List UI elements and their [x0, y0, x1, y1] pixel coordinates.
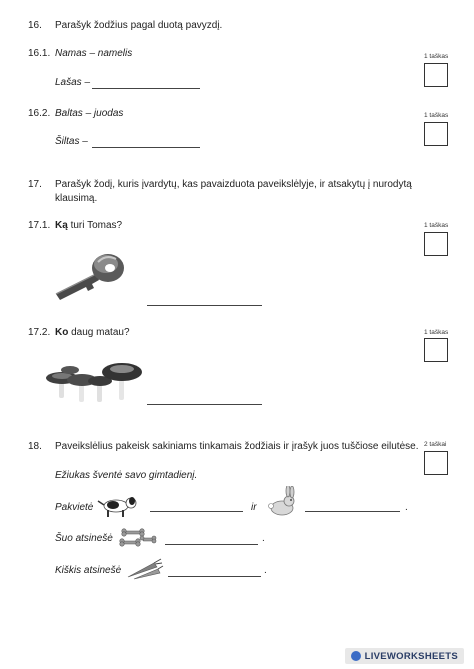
q18-number: 18.	[28, 441, 42, 452]
q17-2-question	[55, 327, 130, 338]
bones-icon	[119, 527, 159, 549]
liveworksheets-brand: LIVEWORKSHEETS	[364, 650, 458, 662]
q17-2-number: 17.2.	[28, 327, 51, 338]
q17-1-question-rest: turi Tomas?	[67, 220, 123, 231]
q18-row3-end: .	[264, 565, 267, 576]
mushrooms-icon	[42, 358, 142, 406]
q18-row3-start: Kiškis atsinešė	[55, 565, 122, 576]
q18-row1-answer-line1[interactable]	[150, 511, 243, 512]
q16-instruction: Parašyk žodžius pagal duotą pavyzdį.	[55, 20, 223, 31]
q18-score-box[interactable]	[424, 451, 448, 475]
q18-intro: Ežiukas šventė savo gimtadienį.	[55, 470, 198, 481]
q16-2-points: 1 taškas	[424, 112, 449, 119]
q18-row2-start: Šuo atsinešė	[55, 533, 113, 544]
q16-1-answer-line[interactable]	[92, 88, 200, 89]
q16-1-number: 16.1.	[28, 48, 51, 59]
q17-number: 17.	[28, 179, 42, 190]
q17-2-answer-line[interactable]	[147, 404, 262, 405]
q16-2-prompt: Šiltas –	[55, 136, 88, 147]
q18-row1-start: Pakvietė	[55, 502, 94, 513]
q17-1-answer-line[interactable]	[147, 305, 262, 306]
q18-row2-answer-line[interactable]	[165, 544, 258, 545]
key-icon	[52, 250, 128, 304]
q17-1-question-bold: Ką	[55, 220, 68, 231]
q17-instruction-line1: Parašyk žodį, kuris įvardytų, kas pavaizduota paveikslėlyje, ir atsakytų į nurodytą	[55, 179, 412, 190]
q16-2-number: 16.2.	[28, 108, 51, 119]
q18-instruction: Paveikslėlius pakeisk sakiniams tinkamais žodžiais ir įrašyk juos tuščiose eilutėse.	[55, 441, 419, 452]
q18-row3-answer-line[interactable]	[168, 576, 261, 577]
rabbit-icon	[266, 486, 298, 518]
q16-1-example: Namas – namelis	[55, 48, 133, 59]
q18-points: 2 taškai	[424, 441, 447, 448]
liveworksheets-logo-icon	[351, 651, 361, 661]
q18-row1-answer-line2[interactable]	[305, 511, 400, 512]
q16-number: 16.	[28, 20, 42, 31]
q16-1-score-box[interactable]	[424, 63, 448, 87]
q18-row1-end: .	[405, 502, 408, 513]
q16-2-answer-line[interactable]	[92, 147, 200, 148]
liveworksheets-footer[interactable]	[345, 648, 464, 664]
q17-1-score-box[interactable]	[424, 232, 448, 256]
q16-2-example: Baltas – juodas	[55, 108, 124, 119]
q17-1-number: 17.1.	[28, 220, 51, 231]
carrots-icon	[124, 557, 164, 581]
q16-1-points: 1 taškas	[424, 53, 449, 60]
q17-2-points: 1 taškas	[424, 329, 449, 336]
q16-2-score-box[interactable]	[424, 122, 448, 146]
q18-row2-end: .	[262, 533, 265, 544]
q17-1-question	[55, 220, 122, 231]
dog-icon	[96, 494, 140, 518]
q17-instruction-line2: klausimą.	[55, 193, 98, 204]
q17-1-points: 1 taškas	[424, 222, 449, 229]
q16-1-prompt: Lašas –	[55, 77, 91, 88]
q18-row1-mid: ir	[251, 502, 257, 513]
q17-2-question-rest: daug matau?	[68, 327, 130, 338]
q17-2-question-bold: Ko	[55, 327, 69, 338]
q17-2-score-box[interactable]	[424, 338, 448, 362]
